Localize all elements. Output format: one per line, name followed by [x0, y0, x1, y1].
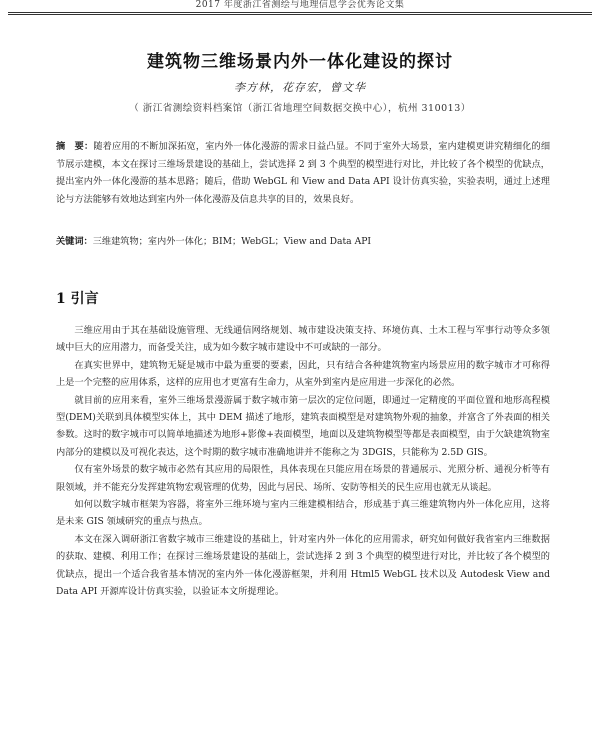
body-paragraph: 在真实世界中，建筑物无疑是城市中最为重要的要素，因此，只有结合各种建筑物室内场景应用的数字城市才可称得上是一个完整的应用体系，这样的应用也才更富有生命力，从室外到室内是应用进一步深化的必然。 — [56, 359, 550, 389]
header-rule — [8, 12, 592, 15]
abstract-label: 摘 要： — [56, 141, 94, 152]
body-paragraph: 如何以数字城市框架为容器，将室外三维环境与室内三维建模相结合，形成基于真三维建筑物内外一体化应用，这将是未来 GIS 领域研究的重点与热点。 — [56, 499, 550, 528]
abstract-text: 随着应用的不断加深拓宽，室内外一体化漫游的需求日益凸显。不同于室外大场景，室内建模更讲究精细化的细节展示建模，本文在探讨三维场景建设的基础上，尝试选择 2 到 3 个典型的模型进行对比，并比较了各个模型的优缺点，提出室内外一体化漫游的基本思路；随后，借助 WebGL 和 View and Data API 设计仿真实验，实验表明，通过上述理论与方法能够有效地达到室内外一体化漫游及信息共享的目的，效果良好。 — [56, 141, 551, 205]
keywords-label: 关键词： — [56, 236, 93, 247]
body-paragraph: 仅有室外场景的数字城市必然有其应用的局限性，具体表现在只能应用在场景的普通展示、光照分析、通视分析等有限领域，并不能充分发挥建筑物宏观管理的优势，因此与居民、场所、安防等相关的民生应用也就无从谈起。 — [56, 464, 550, 493]
running-header: 2017 年度浙江省测绘与地理信息学会优秀论文集 — [195, 0, 405, 10]
keywords-text: 三维建筑物；室内外一体化；BIM；WebGL；View and Data API — [92, 236, 372, 247]
section-heading: 1 引言 — [56, 291, 99, 307]
paper-title: 建筑物三维场景内外一体化建设的探讨 — [147, 52, 453, 72]
body-text — [56, 322, 550, 601]
body-paragraph: 就目前的应用来看，室外三维场景漫游属于数字城市第一层次的定位问题，即通过一定精度的平面位置和地形高程模型(DEM)关联到具体模型实体上，其中 DEM 描述了地形，建筑表面模型是对建筑物外观的抽象，并富含了外表面的相关参数。这时的数字城市可以简单地描述为地形+影像+表面模型，地面以及建筑物模型等都是表面模型，由于欠缺建筑物室内部分的建模以及可视化表达，这个时期的数字城市准确地讲并不能称之为 3DGIS，只能称为 2.5D GIS。 — [56, 394, 550, 458]
abstract — [56, 138, 550, 208]
body-paragraph: 本文在深入调研浙江省数字城市三维建设的基础上，针对室内外一体化的应用需求，研究如何做好我省室内三维数据的获取、建模、利用工作；在探讨三维场景建设的基础上，尝试选择 2 到 3 个典型的模型进行对比，并比较了各个模型的优缺点，提出一个适合我省基本情况的室内外一体化漫游框架，并利用 Html5 WebGL 技术以及 Autodesk View and Data API 开源库设计仿真实验，以验证本文所提理论。 — [56, 533, 550, 598]
keywords — [56, 235, 550, 249]
paper-affiliation: （ 浙江省测绘资料档案馆（浙江省地理空间数据交换中心），杭州 310013） — [129, 103, 471, 114]
body-paragraph: 三维应用由于其在基础设施管理、无线通信网络规划、城市建设决策支持、环境仿真、土木工程与军事行动等众多领域中巨大的应用潜力，而备受关注，成为如今数字城市建设中不可或缺的一部分。 — [56, 325, 550, 354]
paper-authors: 李方林，花存宏，曾文华 — [234, 81, 366, 94]
